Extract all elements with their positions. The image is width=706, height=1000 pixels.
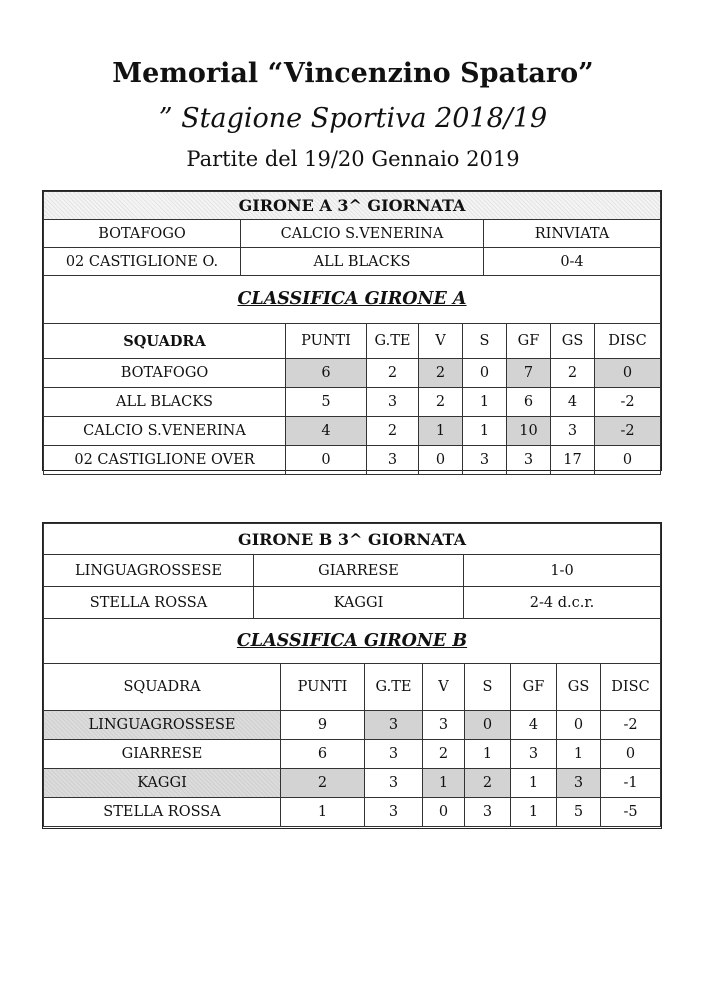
away-team: ALL BLACKS: [241, 248, 484, 276]
away-team: KAGGI: [254, 587, 464, 619]
home-team: 02 CASTIGLIONE O.: [44, 248, 241, 276]
match-row: [44, 587, 661, 619]
team-name: ALL BLACKS: [44, 388, 286, 417]
s: 1: [463, 417, 507, 446]
match-row: [44, 248, 661, 276]
gte: 2: [367, 359, 419, 388]
gf: 4: [511, 711, 557, 740]
gte: 3: [365, 711, 423, 740]
match-result: RINVIATA: [484, 220, 661, 248]
team-name: LINGUAGROSSESE: [44, 711, 281, 740]
disc: -2: [595, 388, 661, 417]
team-name: CALCIO S.VENERINA: [44, 417, 286, 446]
disc: -2: [601, 711, 661, 740]
col-gte: G.TE: [367, 324, 419, 359]
v: 0: [423, 798, 465, 827]
v: 2: [419, 388, 463, 417]
table-row: [44, 388, 661, 417]
gf: 6: [507, 388, 551, 417]
gte: 3: [367, 446, 419, 475]
gte: 3: [367, 388, 419, 417]
match-result: 2-4 d.c.r.: [464, 587, 661, 619]
home-team: BOTAFOGO: [44, 220, 241, 248]
disc: 0: [595, 359, 661, 388]
v: 3: [423, 711, 465, 740]
gf: 3: [507, 446, 551, 475]
gs: 4: [551, 388, 595, 417]
s: 3: [463, 446, 507, 475]
gs: 3: [557, 769, 601, 798]
s: 1: [465, 740, 511, 769]
punti: 2: [281, 769, 365, 798]
table-row: [44, 417, 661, 446]
team-name: 02 CASTIGLIONE OVER: [44, 446, 286, 475]
v: 1: [419, 417, 463, 446]
standings-header-row: [44, 324, 661, 359]
s: 3: [465, 798, 511, 827]
col-gte: G.TE: [365, 664, 423, 711]
disc: 0: [601, 740, 661, 769]
gf: 10: [507, 417, 551, 446]
classifica-a-title: CLASSIFICA GIRONE A: [43, 276, 661, 323]
gs: 3: [551, 417, 595, 446]
gs: 0: [557, 711, 601, 740]
s: 1: [463, 388, 507, 417]
gs: 2: [551, 359, 595, 388]
v: 0: [419, 446, 463, 475]
gte: 3: [365, 740, 423, 769]
col-squadra: SQUADRA: [44, 664, 281, 711]
gf: 3: [511, 740, 557, 769]
gs: 5: [557, 798, 601, 827]
gs: 1: [557, 740, 601, 769]
team-name: BOTAFOGO: [44, 359, 286, 388]
punti: 9: [281, 711, 365, 740]
col-punti: PUNTI: [281, 664, 365, 711]
girone-a-section: [42, 190, 662, 471]
col-disc: DISC: [601, 664, 661, 711]
match-result: 0-4: [484, 248, 661, 276]
matchday-date: Partite del 19/20 Gennaio 2019: [186, 147, 520, 171]
col-v: V: [419, 324, 463, 359]
col-gf: GF: [507, 324, 551, 359]
classifica-b-title: CLASSIFICA GIRONE B: [43, 619, 661, 663]
gte: 3: [365, 769, 423, 798]
col-squadra: SQUADRA: [44, 324, 286, 359]
col-disc: DISC: [595, 324, 661, 359]
standings-header-row: [44, 664, 661, 711]
gf: 1: [511, 769, 557, 798]
col-s: S: [463, 324, 507, 359]
v: 2: [419, 359, 463, 388]
col-s: S: [465, 664, 511, 711]
gf: 1: [511, 798, 557, 827]
punti: 6: [286, 359, 367, 388]
season-subtitle: ” Stagione Sportiva 2018/19: [158, 103, 548, 134]
girone-a-matches-table: [43, 191, 661, 276]
punti: 1: [281, 798, 365, 827]
page-title: Memorial “Vincenzino Spataro”: [112, 58, 594, 89]
match-row: [44, 220, 661, 248]
girone-a-heading: GIRONE A 3^ GIORNATA: [44, 192, 661, 220]
match-result: 1-0: [464, 555, 661, 587]
gs: 17: [551, 446, 595, 475]
table-row: [44, 769, 661, 798]
match-row: [44, 555, 661, 587]
table-row: [44, 359, 661, 388]
home-team: LINGUAGROSSESE: [44, 555, 254, 587]
col-punti: PUNTI: [286, 324, 367, 359]
gf: 7: [507, 359, 551, 388]
away-team: GIARRESE: [254, 555, 464, 587]
disc: 0: [595, 446, 661, 475]
col-v: V: [423, 664, 465, 711]
table-row: [44, 798, 661, 827]
girone-b-heading: GIRONE B 3^ GIORNATA: [44, 524, 661, 555]
table-row: [44, 711, 661, 740]
col-gf: GF: [511, 664, 557, 711]
gte: 2: [367, 417, 419, 446]
punti: 0: [286, 446, 367, 475]
col-gs: GS: [551, 324, 595, 359]
disc: -1: [601, 769, 661, 798]
disc: -5: [601, 798, 661, 827]
punti: 4: [286, 417, 367, 446]
punti: 6: [281, 740, 365, 769]
girone-a-standings-table: [43, 323, 661, 475]
disc: -2: [595, 417, 661, 446]
table-row: [44, 740, 661, 769]
col-gs: GS: [557, 664, 601, 711]
girone-b-standings-table: [43, 663, 661, 827]
v: 1: [423, 769, 465, 798]
team-name: KAGGI: [44, 769, 281, 798]
girone-b-matches-table: [43, 523, 661, 619]
team-name: GIARRESE: [44, 740, 281, 769]
away-team: CALCIO S.VENERINA: [241, 220, 484, 248]
punti: 5: [286, 388, 367, 417]
table-row: [44, 446, 661, 475]
s: 2: [465, 769, 511, 798]
girone-b-section: [42, 522, 662, 829]
team-name: STELLA ROSSA: [44, 798, 281, 827]
s: 0: [463, 359, 507, 388]
s: 0: [465, 711, 511, 740]
gte: 3: [365, 798, 423, 827]
v: 2: [423, 740, 465, 769]
home-team: STELLA ROSSA: [44, 587, 254, 619]
